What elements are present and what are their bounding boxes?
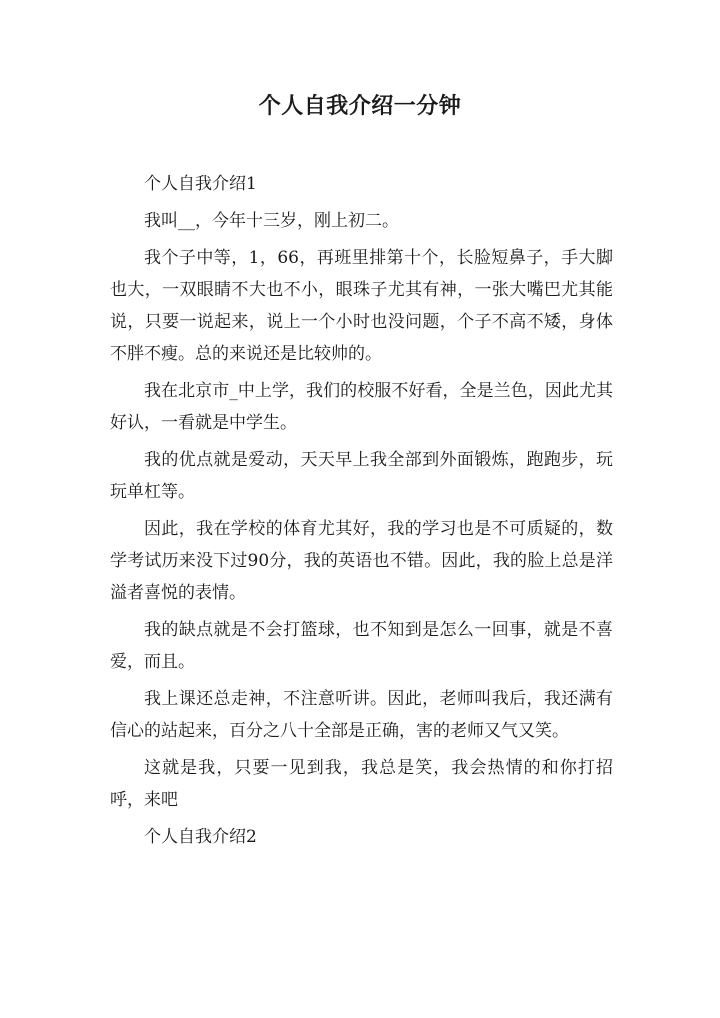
paragraph-appearance: 我个子中等，1，66，再班里排第十个，长脸短鼻子，手大脚也大，一双眼睛不大也不小，眼珠子尤其有神，一张大嘴巴尤其能说，只要一说起来，说上一个小时也没问题，个子不高不矮，身体不胖不瘦。总的来说还是比较帅的。 xyxy=(110,248,613,364)
paragraph-name-age: 我叫__，今年十三岁，刚上初二。 xyxy=(144,211,399,231)
document-title: 个人自我介绍一分钟 xyxy=(258,93,462,119)
paragraph-strengths: 我的优点就是爱动，天天早上我全部到外面锻炼，跑跑步，玩玩单杠等。 xyxy=(110,450,613,502)
section-heading-1: 个人自我介绍1 xyxy=(144,174,257,194)
paragraph-academics: 因此，我在学校的体育尤其好，我的学习也是不可质疑的，数学考试历来没下过90分，我的英语也不错。因此，我的脸上总是洋溢者喜悦的表情。 xyxy=(110,519,613,603)
section-heading-2: 个人自我介绍2 xyxy=(144,827,257,847)
paragraph-closing: 这就是我，只要一见到我，我总是笑，我会热情的和你打招呼，来吧 xyxy=(110,758,613,810)
paragraph-class-behavior: 我上课还总走神，不注意听讲。因此，老师叫我后，我还满有信心的站起来，百分之八十全部是正确，害的老师又气又笑。 xyxy=(110,689,613,741)
paragraph-school: 我在北京市_中上学，我们的校服不好看，全是兰色，因此尤其好认，一看就是中学生。 xyxy=(110,381,613,433)
paragraph-weaknesses: 我的缺点就是不会打篮球，也不知到是怎么一回事，就是不喜爱，而且。 xyxy=(110,620,613,672)
document-body xyxy=(110,168,613,858)
